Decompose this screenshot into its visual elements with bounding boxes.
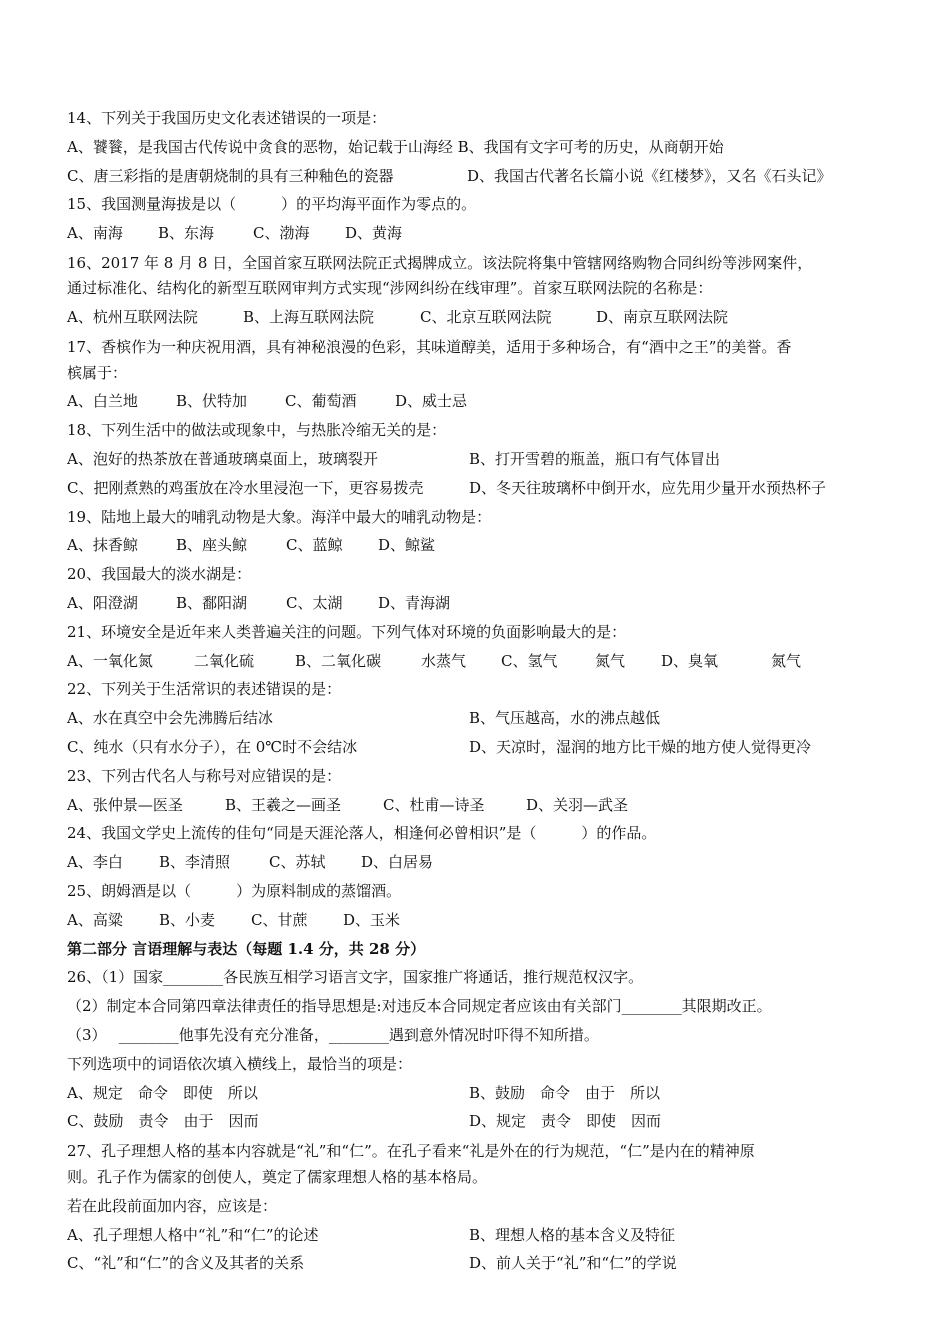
option-b: B、东海 bbox=[158, 224, 215, 243]
option-b: B、上海互联网法院 bbox=[243, 308, 375, 327]
option-b-1: B、二氧化碳 bbox=[295, 651, 382, 670]
question-14-options-ab: A、饕餮，是我国古代传说中贪食的恶物，始记载于山海经 B、我国有文字可考的历史，从商朝开始 bbox=[67, 137, 724, 156]
question-14-stem: 14、下列关于我国历史文化表述错误的一项是： bbox=[67, 109, 387, 127]
question-22-stem: 22、下列关于生活常识的表述错误的是： bbox=[67, 680, 342, 699]
option-b-2: 水蒸气 bbox=[421, 651, 467, 670]
question-27-stem-line1: 27、孔子理想人格的基本内容就是“礼”和“仁”。在孔子看来“礼是外在的行为规范，“仁”是内在的精神原 bbox=[67, 1142, 755, 1161]
option-d: D、白居易 bbox=[361, 853, 434, 872]
option-a: A、孔子理想人格中“礼”和“仁”的论述 bbox=[67, 1225, 319, 1244]
option-b: B、伏特加 bbox=[176, 392, 248, 411]
exam-page bbox=[67, 104, 897, 1278]
option-d: D、我国古代著名长篇小说《红楼梦》，又名《石头记》 bbox=[467, 166, 832, 185]
question-26-prompt: 下列选项中的词语依次填入横线上，最恰当的项是： bbox=[67, 1054, 413, 1073]
question-16-stem-line2: 通过标准化、结构化的新型互联网审判方式实现“涉网纠纷在线审理”。首家互联网法院的名称是： bbox=[67, 279, 713, 298]
option-b: B、气压越高，水的沸点越低 bbox=[469, 709, 661, 728]
option-c: C、葡萄酒 bbox=[285, 392, 357, 411]
option-a: A、张仲景—医圣 bbox=[67, 795, 183, 814]
question-15-options bbox=[67, 219, 897, 248]
option-a-1: A、一氧化氮 bbox=[67, 651, 153, 670]
option-d: D、威士忌 bbox=[395, 392, 468, 411]
option-c: C、太湖 bbox=[286, 593, 343, 612]
option-d: D、黄海 bbox=[345, 224, 403, 243]
option-b: B、理想人格的基本含义及特征 bbox=[469, 1225, 676, 1244]
question-19-options bbox=[67, 531, 897, 560]
question-20-stem: 20、我国最大的淡水湖是： bbox=[67, 565, 252, 584]
option-b: B、打开雪碧的瓶盖，瓶口有气体冒出 bbox=[469, 449, 721, 468]
question-24-stem: 24、我国文学史上流传的佳句“同是天涯沦落人，相逢何必曾相识”是（ ）的作品。 bbox=[67, 824, 657, 843]
question-25-stem: 25、朗姆酒是以（ ）为原料制成的蒸馏酒。 bbox=[67, 881, 402, 900]
option-d: D、南京互联网法院 bbox=[596, 308, 729, 327]
section-2-heading: 第二部分 言语理解与表达（每题 1.4 分，共 28 分） bbox=[67, 939, 426, 958]
question-23-options bbox=[67, 791, 897, 820]
question-17-options bbox=[67, 387, 897, 416]
option-c: C、纯水（只有水分子），在 0℃时不会结冰 bbox=[67, 737, 358, 756]
question-26-sentence-2: （2）制定本合同第四章法律责任的指导思想是:对违反本合同规定者应该由有关部门________其限期改正。 bbox=[67, 997, 772, 1016]
option-a: A、李白 bbox=[67, 853, 123, 872]
question-14-options-cd bbox=[67, 162, 897, 191]
option-b: B、鄱阳湖 bbox=[176, 593, 248, 612]
option-c-1: C、氢气 bbox=[501, 651, 558, 670]
option-d-1: D、臭氧 bbox=[661, 651, 719, 670]
question-20-options bbox=[67, 589, 897, 618]
question-21-stem: 21、环境安全是近年来人类普遍关注的问题。下列气体对环境的负面影响最大的是： bbox=[67, 622, 627, 641]
option-c: C、鼓励 责令 由于 因而 bbox=[67, 1112, 259, 1131]
question-19-stem: 19、陆地上最大的哺乳动物是大象。海洋中最大的哺乳动物是： bbox=[67, 507, 492, 526]
option-a: A、阳澄湖 bbox=[67, 593, 138, 612]
option-a: A、规定 命令 即使 所以 bbox=[67, 1083, 258, 1102]
option-a-2: 二氧化硫 bbox=[194, 651, 255, 670]
question-22-options-ab bbox=[67, 704, 897, 733]
question-16-stem-line1: 16、2017 年 8 月 8 日，全国首家互联网法院正式揭牌成立。该法院将集中管辖网络购物合同纠纷等涉网案件， bbox=[67, 253, 813, 272]
option-d-2: 氮气 bbox=[771, 651, 802, 670]
option-d: D、青海湖 bbox=[378, 593, 451, 612]
option-d: D、规定 责令 即使 因而 bbox=[469, 1112, 662, 1131]
option-a: A、杭州互联网法院 bbox=[67, 308, 198, 327]
option-c: C、北京互联网法院 bbox=[420, 308, 552, 327]
question-27-stem-line2: 则。孔子作为儒家的创使人，奠定了儒家理想人格的基本格局。 bbox=[67, 1168, 488, 1187]
question-18-stem: 18、下列生活中的做法或现象中，与热胀冷缩无关的是： bbox=[67, 421, 447, 440]
option-d: D、冬天往玻璃杯中倒开水，应先用少量开水预热杯子 bbox=[469, 478, 827, 497]
question-16-options bbox=[67, 303, 897, 332]
question-18-options-ab bbox=[67, 445, 897, 474]
option-c-2: 氮气 bbox=[595, 651, 626, 670]
option-c: C、蓝鲸 bbox=[286, 536, 343, 555]
option-b: B、小麦 bbox=[159, 910, 216, 929]
option-a: A、抹香鲸 bbox=[67, 536, 138, 555]
question-26-sentence-1: 26、（1）国家________各民族互相学习语言文字，国家推广将通话，推行规范权汉字。 bbox=[67, 968, 644, 987]
option-d: D、玉米 bbox=[343, 910, 401, 929]
option-a: A、水在真空中会先沸腾后结冰 bbox=[67, 709, 273, 728]
question-27-options-ab bbox=[67, 1221, 897, 1250]
option-a: A、泡好的热茶放在普通玻璃桌面上，玻璃裂开 bbox=[67, 449, 378, 468]
question-17-stem-line2: 槟属于： bbox=[67, 363, 128, 382]
question-26-options-ab bbox=[67, 1079, 897, 1108]
question-22-options-cd bbox=[67, 733, 897, 762]
question-27-options-cd bbox=[67, 1249, 897, 1278]
option-c: C、苏轼 bbox=[269, 853, 326, 872]
question-26-options-cd bbox=[67, 1107, 897, 1136]
option-a: A、南海 bbox=[67, 224, 123, 243]
option-c: C、唐三彩指的是唐朝烧制的具有三种釉色的瓷器 bbox=[67, 166, 394, 185]
question-26-sentence-3: （3） ________他事先没有充分准备，________遇到意外情况时吓得不知所措。 bbox=[67, 1025, 599, 1044]
option-c: C、甘蔗 bbox=[251, 910, 308, 929]
option-c: C、“礼”和“仁”的含义及其者的关系 bbox=[67, 1254, 305, 1273]
option-b: B、王羲之—画圣 bbox=[225, 795, 342, 814]
option-c: C、渤海 bbox=[253, 224, 310, 243]
question-25-options bbox=[67, 906, 897, 935]
question-23-stem: 23、下列古代名人与称号对应错误的是： bbox=[67, 766, 342, 785]
option-b: B、李清照 bbox=[159, 853, 231, 872]
option-d: D、前人关于“礼”和“仁”的学说 bbox=[469, 1254, 677, 1273]
option-d: D、天凉时，湿润的地方比干燥的地方使人觉得更冷 bbox=[469, 737, 812, 756]
question-15-stem: 15、我国测量海拔是以（ ）的平均海平面作为零点的。 bbox=[67, 195, 477, 214]
question-18-options-cd bbox=[67, 474, 897, 503]
option-d: D、关羽—武圣 bbox=[526, 795, 629, 814]
option-a: A、白兰地 bbox=[67, 392, 138, 411]
option-d: D、鲸鲨 bbox=[378, 536, 436, 555]
option-c: C、把刚煮熟的鸡蛋放在冷水里浸泡一下，更容易拨壳 bbox=[67, 478, 424, 497]
option-c: C、杜甫—诗圣 bbox=[383, 795, 485, 814]
question-27-prompt: 若在此段前面加内容，应该是： bbox=[67, 1196, 278, 1215]
question-24-options bbox=[67, 848, 897, 877]
option-a: A、高粱 bbox=[67, 910, 123, 929]
question-17-stem-line1: 17、香槟作为一种庆祝用酒，具有神秘浪漫的色彩，其味道醇美，适用于多种场合，有“酒中之王”的美誉。香 bbox=[67, 338, 792, 357]
option-b: B、座头鲸 bbox=[176, 536, 248, 555]
question-21-options bbox=[67, 647, 897, 676]
option-b: B、鼓励 命令 由于 所以 bbox=[469, 1083, 661, 1102]
